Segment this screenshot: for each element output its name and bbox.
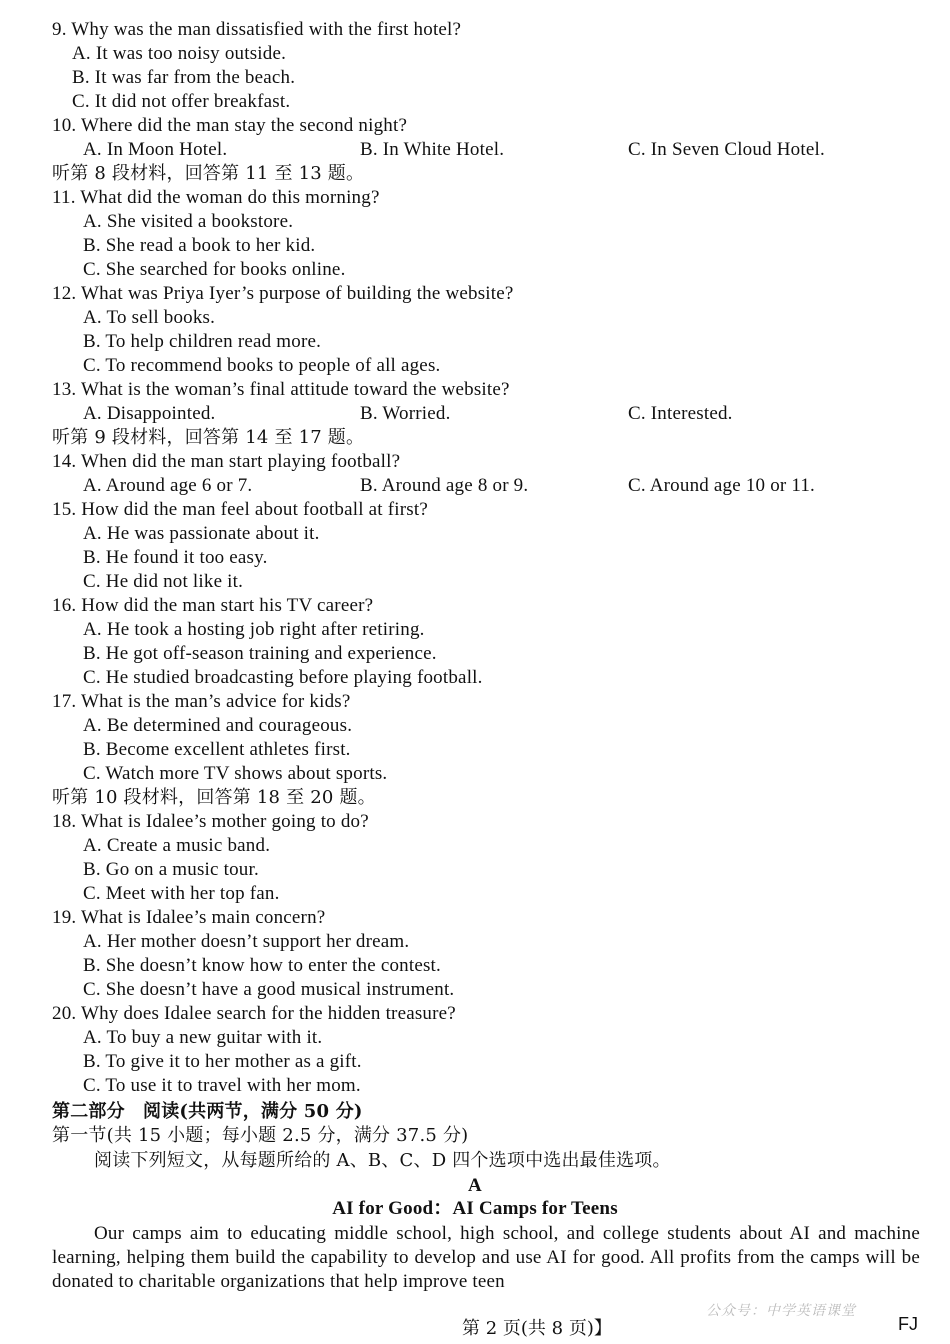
question-19-option-c: C. She doesn’t have a good musical instrument. (83, 979, 455, 1000)
question-16-option-b: B. He got off-season training and experience. (83, 643, 437, 664)
question-18-stem: 18. What is Idalee’s mother going to do? (52, 811, 369, 832)
section-10-instruction: 听第 10 段材料，回答第 18 至 20 题。 (52, 787, 376, 808)
page-number: 第 2 页(共 8 页)】 (462, 1318, 612, 1339)
question-16-option-c: C. He studied broadcasting before playing football. (83, 667, 483, 688)
part-2-title: 第二部分 阅读(共两节，满分 50 分) (52, 1101, 363, 1122)
question-11-option-b: B. She read a book to her kid. (83, 235, 316, 256)
question-13-stem: 13. What is the woman’s final attitude toward the website? (52, 379, 510, 400)
watermark: 公众号：中学英语课堂 (706, 1303, 856, 1319)
question-10-stem: 10. Where did the man stay the second night? (52, 115, 408, 136)
question-17-option-a: A. Be determined and courageous. (83, 715, 353, 736)
question-10-option-c: C. In Seven Cloud Hotel. (628, 139, 825, 160)
question-16-stem: 16. How did the man start his TV career? (52, 595, 374, 616)
question-11-stem: 11. What did the woman do this morning? (52, 187, 380, 208)
passage-paragraph: Our camps aim to educating middle school, high school, and college students about AI and machine learning, helping them build the capability to develop and use AI for good. All profits from the camps will be donated to charitable organizations that help improve teen (52, 1223, 920, 1292)
question-17-option-c: C. Watch more TV shows about sports. (83, 763, 388, 784)
question-9-stem: 9. Why was the man dissatisfied with the first hotel? (52, 19, 462, 40)
question-20-option-a: A. To buy a new guitar with it. (83, 1027, 323, 1048)
question-20-option-c: C. To use it to travel with her mom. (83, 1075, 361, 1096)
section-8-instruction: 听第 8 段材料，回答第 11 至 13 题。 (52, 163, 365, 184)
question-18-option-a: A. Create a music band. (83, 835, 271, 856)
question-17-option-b: B. Become excellent athletes first. (83, 739, 351, 760)
question-10-option-a: A. In Moon Hotel. (83, 139, 228, 160)
question-13-option-b: B. Worried. (360, 403, 451, 424)
question-14-option-a: A. Around age 6 or 7. (83, 475, 253, 496)
question-9-option-a: A. It was too noisy outside. (72, 43, 287, 64)
question-19-option-a: A. Her mother doesn’t support her dream. (83, 931, 410, 952)
question-12-option-c: C. To recommend books to people of all ages. (83, 355, 441, 376)
question-15-option-b: B. He found it too easy. (83, 547, 268, 568)
question-19-stem: 19. What is Idalee’s main concern? (52, 907, 326, 928)
question-13-option-c: C. Interested. (628, 403, 733, 424)
question-15-option-c: C. He did not like it. (83, 571, 244, 592)
question-11-option-c: C. She searched for books online. (83, 259, 346, 280)
question-17-stem: 17. What is the man’s advice for kids? (52, 691, 351, 712)
question-20-option-b: B. To give it to her mother as a gift. (83, 1051, 362, 1072)
question-14-stem: 14. When did the man start playing football? (52, 451, 401, 472)
question-12-stem: 12. What was Priya Iyer’s purpose of building the website? (52, 283, 514, 304)
question-14-option-b: B. Around age 8 or 9. (360, 475, 529, 496)
question-16-option-a: A. He took a hosting job right after retiring. (83, 619, 425, 640)
question-10-option-b: B. In White Hotel. (360, 139, 505, 160)
question-15-option-a: A. He was passionate about it. (83, 523, 320, 544)
question-19-option-b: B. She doesn’t know how to enter the contest. (83, 955, 441, 976)
question-20-stem: 20. Why does Idalee search for the hidden treasure? (52, 1003, 456, 1024)
question-9-option-b: B. It was far from the beach. (72, 67, 296, 88)
question-12-option-b: B. To help children read more. (83, 331, 322, 352)
passage-letter: A (468, 1175, 482, 1196)
exam-code: FJ (898, 1314, 918, 1334)
question-15-stem: 15. How did the man feel about football at first? (52, 499, 428, 520)
question-9-option-c: C. It did not offer breakfast. (72, 91, 291, 112)
part-2-section-1: 第一节(共 15 小题；每小题 2.5 分，满分 37.5 分) (52, 1125, 469, 1146)
section-9-instruction: 听第 9 段材料，回答第 14 至 17 题。 (52, 427, 365, 448)
part-2-instruction: 阅读下列短文，从每题所给的 A、B、C、D 四个选项中选出最佳选项。 (94, 1150, 671, 1171)
question-13-option-a: A. Disappointed. (83, 403, 216, 424)
question-12-option-a: A. To sell books. (83, 307, 216, 328)
passage-title: AI for Good：AI Camps for Teens (332, 1198, 618, 1219)
question-18-option-c: C. Meet with her top fan. (83, 883, 280, 904)
question-11-option-a: A. She visited a bookstore. (83, 211, 294, 232)
question-14-option-c: C. Around age 10 or 11. (628, 475, 816, 496)
question-18-option-b: B. Go on a music tour. (83, 859, 259, 880)
